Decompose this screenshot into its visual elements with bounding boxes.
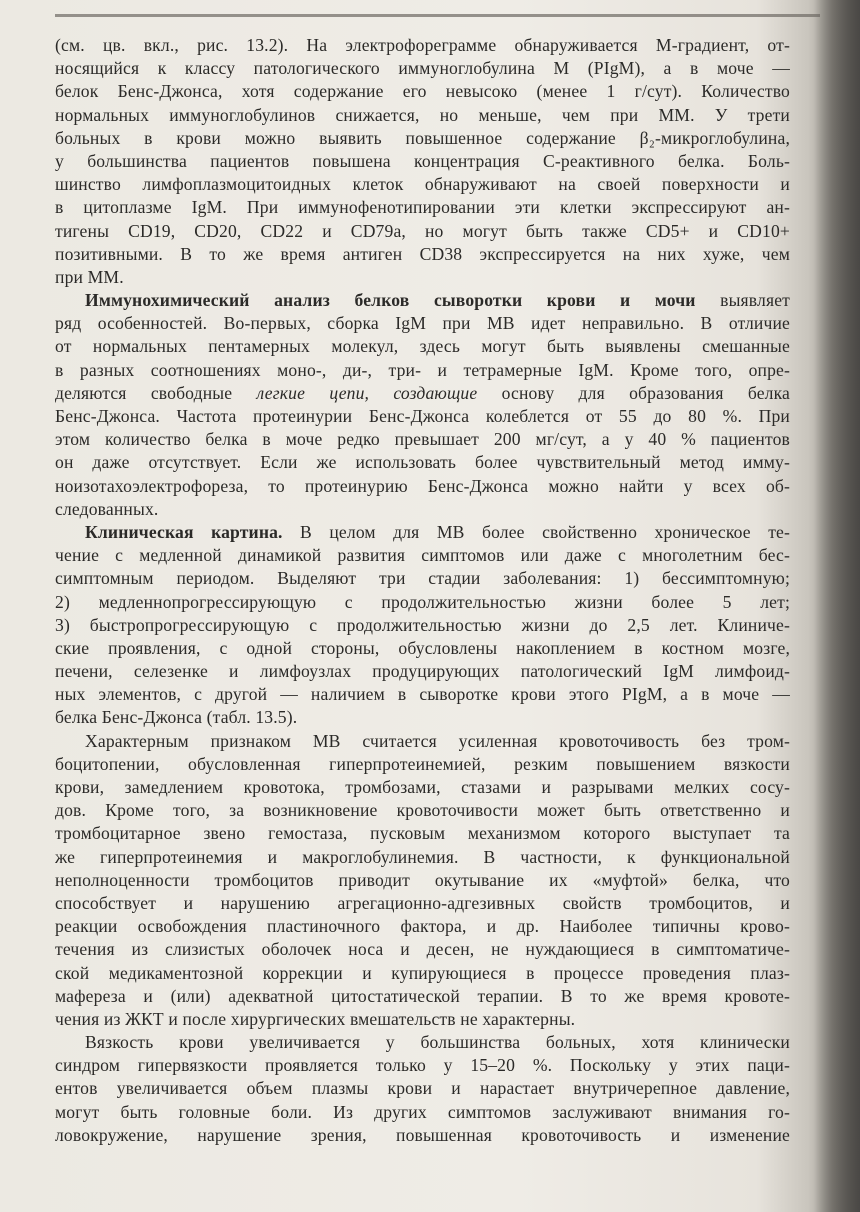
text-line: неполноценности тромбоцитов приводит окутывание их «муфтой» белка, что (55, 869, 790, 890)
text-run: деляются свободные (55, 382, 257, 403)
text-line: этом количество белка в моче редко превышает 200 мг/сут, а у 40 % пациентов (55, 429, 790, 450)
text-line: 3) быстропрогрессирующую с продолжительностью жизни до 2,5 лет. Клиниче- (55, 614, 790, 635)
text-line: больных в крови можно выявить повышенное содержание β₂-микроглобулина, (55, 127, 790, 148)
text-line: у большинства пациентов повышена концентрация С-реактивного белка. Боль- (55, 150, 790, 171)
text-line: в цитоплазме IgM. При иммунофенотипировании эти клетки экспрессируют ан- (55, 197, 790, 218)
text-line: дов. Кроме того, за возникновение кровоточивости может быть ответственно и (55, 800, 790, 821)
text-line: в разных соотношениях моно-, ди-, три- и тетрамерные IgM. Кроме того, опре- (55, 359, 790, 380)
header-rule (55, 14, 820, 17)
paragraph-1 (55, 34, 790, 289)
text-run: основу для образования белка (477, 382, 790, 403)
text-line: течения из слизистых оболочек носа и десен, не нуждающиеся в симптоматиче- (55, 939, 790, 960)
text-line: от нормальных пентамерных молекул, здесь могут быть выявлены смешанные (55, 336, 790, 357)
text-line: ряд особенностей. Во-первых, сборка IgM при МВ идет неправильно. В отличие (55, 313, 790, 334)
text-line: могут быть головные боли. Из других симптомов заслуживают внимания го- (55, 1101, 790, 1122)
text-line: шинство лимфоплазмоцитоидных клеток обнаруживают на своей поверхности и (55, 174, 790, 195)
text-line: ентов увеличивается объем плазмы крови и нарастает внутричерепное давление, (55, 1078, 790, 1099)
text-line: ские проявления, с одной стороны, обусловлены накоплением в костном мозге, (55, 637, 790, 658)
text-line: способствует и нарушению агрегационно-адгезивных свойств тромбоцитов, и (55, 892, 790, 913)
text-line: ноизотахоэлектрофореза, то протеинурию Бенс-Джонса можно найти у всех об- (55, 475, 790, 496)
text-line: же гиперпротеинемия и макроглобулинемия. В частности, к функциональной (55, 846, 790, 867)
body-text (55, 34, 790, 1147)
text-line: чение с медленной динамикой развития симптомов или даже с многолетним бес- (55, 545, 790, 566)
text-line: боцитопении, обусловленная гиперпротеинемией, резким повышением вязкости (55, 753, 790, 774)
text-line: тромбоцитарное звено гемостаза, пусковым механизмом которого выступает та (55, 823, 790, 844)
section-heading-clinical: Клиническая картина. (85, 521, 283, 542)
text-line: Бенс-Джонса. Частота протеинурии Бенс-Джонса колеблется от 55 до 80 %. При (55, 406, 790, 426)
text-line: носящийся к классу патологического иммуноглобулина М (PIgM), а в моче — (55, 58, 790, 79)
text-line: синдром гипервязкости проявляется только у 15–20 %. Поскольку у этих паци- (55, 1055, 790, 1076)
text-line: белка Бенс-Джонса (табл. 13.5). (55, 707, 298, 728)
text-run: выявляет (695, 290, 790, 311)
italic-term: легкие цепи, создающие (256, 382, 478, 403)
text-line: симптомным периодом. Выделяют три стадии заболевания: 1) бессимптомную; (55, 568, 790, 589)
text-line: он даже отсутствует. Если же использовать более чувствительный метод имму- (55, 452, 790, 473)
text-run: В целом для МВ более свойственно хроническое те- (282, 521, 790, 542)
text-line: крови, замедлением кровотока, тромбозами, стазами и разрывами мелких сосу- (55, 777, 790, 797)
text-line: чения из ЖКТ и после хирургических вмешательств не характерны. (55, 1008, 576, 1029)
text-line: белок Бенс-Джонса, хотя содержание его невысоко (менее 1 г/сут). Количество (55, 81, 790, 102)
text-line: мафереза и (или) адекватной цитостатической терапии. В то же время кровоте- (55, 985, 790, 1006)
text-line: нормальных иммуноглобулинов снижается, но меньше, чем при ММ. У трети (55, 104, 790, 125)
text-line: ловокружение, нарушение зрения, повышенная кровоточивость и изменение (55, 1124, 790, 1145)
text-line (55, 289, 790, 312)
paragraph-5 (55, 1031, 790, 1147)
text-line: Вязкость крови увеличивается у большинства больных, хотя клинически (85, 1032, 790, 1053)
text-line: тигены CD19, CD20, CD22 и CD79a, но могут быть также CD5+ и CD10+ (55, 220, 790, 241)
text-line: ской медикаментозной коррекции и купирующиеся в процессе проведения плаз- (55, 962, 790, 983)
text-line: ных элементов, с другой — наличием в сыворотке крови этого PIgM, а в моче — (55, 684, 790, 705)
text-line: 2) медленнопрогрессирующую с продолжительностью жизни более 5 лет; (55, 591, 790, 612)
text-line: печени, селезенке и лимфоузлах продуцирующих патологический IgM лимфоид- (55, 661, 790, 682)
text-line (55, 382, 790, 405)
text-line: реакции освобождения пластиночного фактора, и др. Наиболее типичны крово- (55, 916, 790, 937)
paragraph-2 (55, 289, 790, 521)
text-line: Характерным признаком МВ считается усиленная кровоточивость без тром- (85, 730, 790, 751)
text-line: (см. цв. вкл., рис. 13.2). На электрофореграмме обнаруживается М-градиент, от- (55, 35, 790, 55)
section-heading-immunochemical: Иммунохимический анализ белков сыворотки крови и мочи (85, 290, 696, 311)
paragraph-4 (55, 730, 790, 1031)
text-line: следованных. (55, 498, 159, 519)
paragraph-3 (55, 521, 790, 730)
book-spine-shadow (814, 0, 860, 1212)
text-line: при ММ. (55, 266, 124, 287)
text-line: позитивными. В то же время антиген CD38 экспрессируется на них хуже, чем (55, 243, 790, 264)
text-line (55, 521, 790, 544)
